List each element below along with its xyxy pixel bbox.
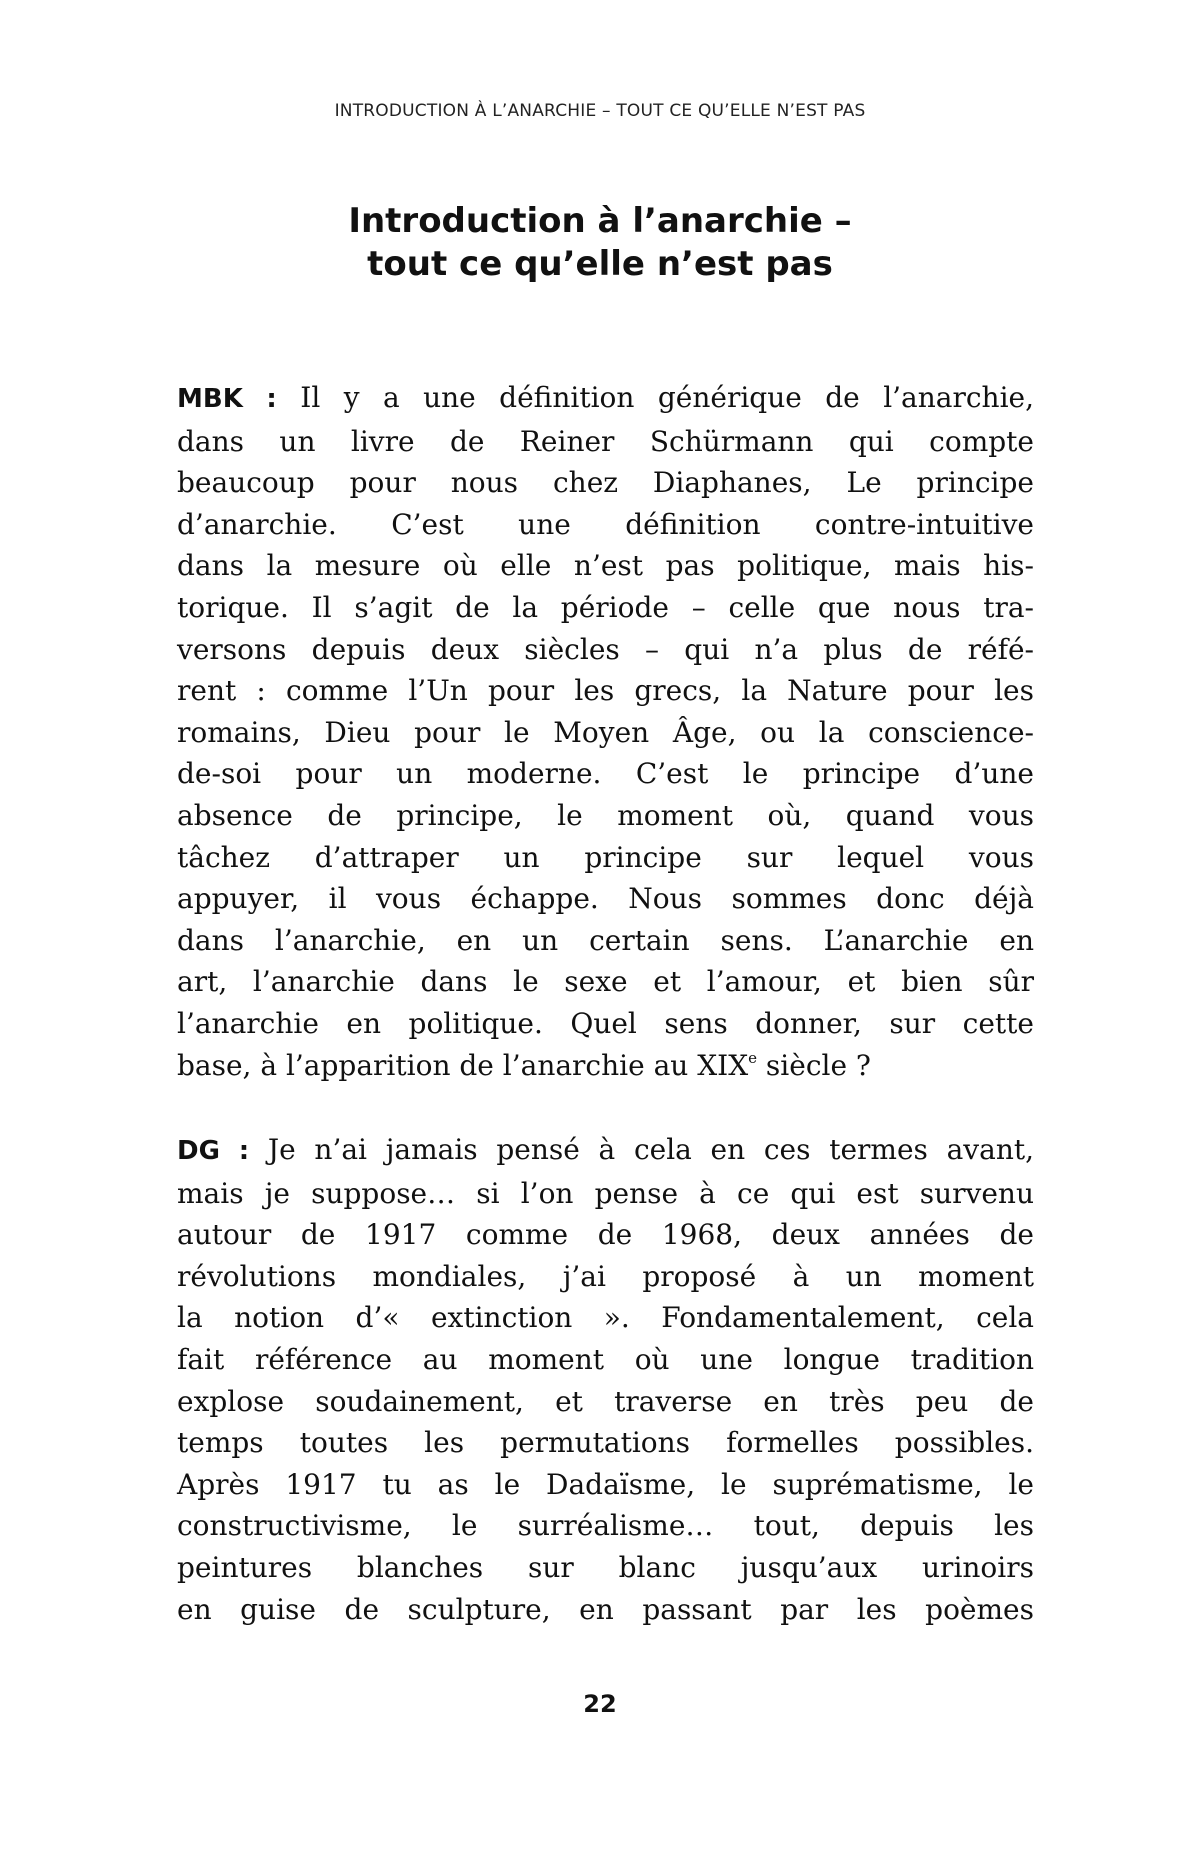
paragraph-line: mais je suppose… si l’on pense à ce qui est survenu (177, 1176, 1034, 1210)
chapter-title-line-1: Introduction à l’anarchie – (348, 201, 852, 241)
paragraph-last-line (177, 1045, 1034, 1087)
paragraph-line: beaucoup pour nous chez Diaphanes, Le principe (177, 466, 1034, 500)
paragraph-mbk (177, 377, 1034, 1086)
paragraph-line: constructivisme, le surréalisme… tout, depuis les (177, 1509, 1034, 1543)
paragraph-line: tâchez d’attraper un principe sur lequel vous (177, 840, 1034, 874)
line-text: Je n’ai jamais pensé à cela en ces termes avant, (267, 1133, 1035, 1166)
paragraph-line: torique. Il s’agit de la période – celle que nous tra- (177, 590, 1034, 624)
chapter-title-line-2: tout ce qu’elle n’est pas (367, 244, 833, 284)
line-text: base, à l’apparition de l’anarchie au XIX (177, 1048, 749, 1082)
paragraph-line: en guise de sculpture, en passant par les poèmes (177, 1592, 1034, 1626)
paragraph-line: art, l’anarchie dans le sexe et l’amour, et bien sûr (177, 965, 1034, 999)
paragraph-line: autour de 1917 comme de 1968, deux années de (177, 1218, 1034, 1252)
paragraph-line (177, 377, 1034, 421)
ordinal-superscript: e (748, 1048, 758, 1067)
paragraph-line: rent : comme l’Un pour les grecs, la Nature pour les (177, 674, 1034, 708)
paragraph-line: fait référence au moment où une longue tradition (177, 1342, 1034, 1376)
paragraph-line: appuyer, il vous échappe. Nous sommes donc déjà (177, 882, 1034, 916)
paragraph-line: temps toutes les permutations formelles possibles. (177, 1426, 1034, 1460)
paragraph-line (177, 1129, 1034, 1173)
paragraph-line: de-soi pour un moderne. C’est le principe d’une (177, 757, 1034, 791)
paragraph-line: dans l’anarchie, en un certain sens. L’anarchie en (177, 923, 1034, 957)
paragraph-line: absence de principe, le moment où, quand vous (177, 798, 1034, 832)
paragraph-line: dans la mesure où elle n’est pas politique, mais his- (177, 549, 1034, 583)
line-text: siècle ? (757, 1048, 871, 1082)
paragraph-line: révolutions mondiales, j’ai proposé à un moment (177, 1259, 1034, 1293)
paragraph-line: explose soudainement, et traverse en très peu de (177, 1384, 1034, 1418)
chapter-title (0, 200, 1200, 286)
running-header: INTRODUCTION À L’ANARCHIE – TOUT CE QU’ELLE N’EST PAS (334, 101, 866, 121)
paragraph-line: peintures blanches sur blanc jusqu’aux urinoirs (177, 1550, 1034, 1584)
paragraph-line: d’anarchie. C’est une définition contre-intuitive (177, 507, 1034, 541)
paragraph-line: la notion d’« extinction ». Fondamentalement, cela (177, 1301, 1034, 1335)
line-text: Il y a une définition générique de l’anarchie, (300, 381, 1034, 414)
paragraph-line: dans un livre de Reiner Schürmann qui compte (177, 424, 1034, 458)
paragraph-line: romains, Dieu pour le Moyen Âge, ou la conscience- (177, 715, 1034, 749)
paragraph-dg (177, 1129, 1034, 1630)
speaker-label: MBK : (177, 384, 277, 414)
page-number: 22 (583, 1690, 617, 1718)
paragraph-line: l’anarchie en politique. Quel sens donner, sur cette (177, 1006, 1034, 1040)
speaker-label: DG : (177, 1136, 250, 1166)
paragraph-line: Après 1917 tu as le Dadaïsme, le suprématisme, le (177, 1467, 1034, 1501)
paragraph-line: versons depuis deux siècles – qui n’a plus de réfé- (177, 632, 1034, 666)
